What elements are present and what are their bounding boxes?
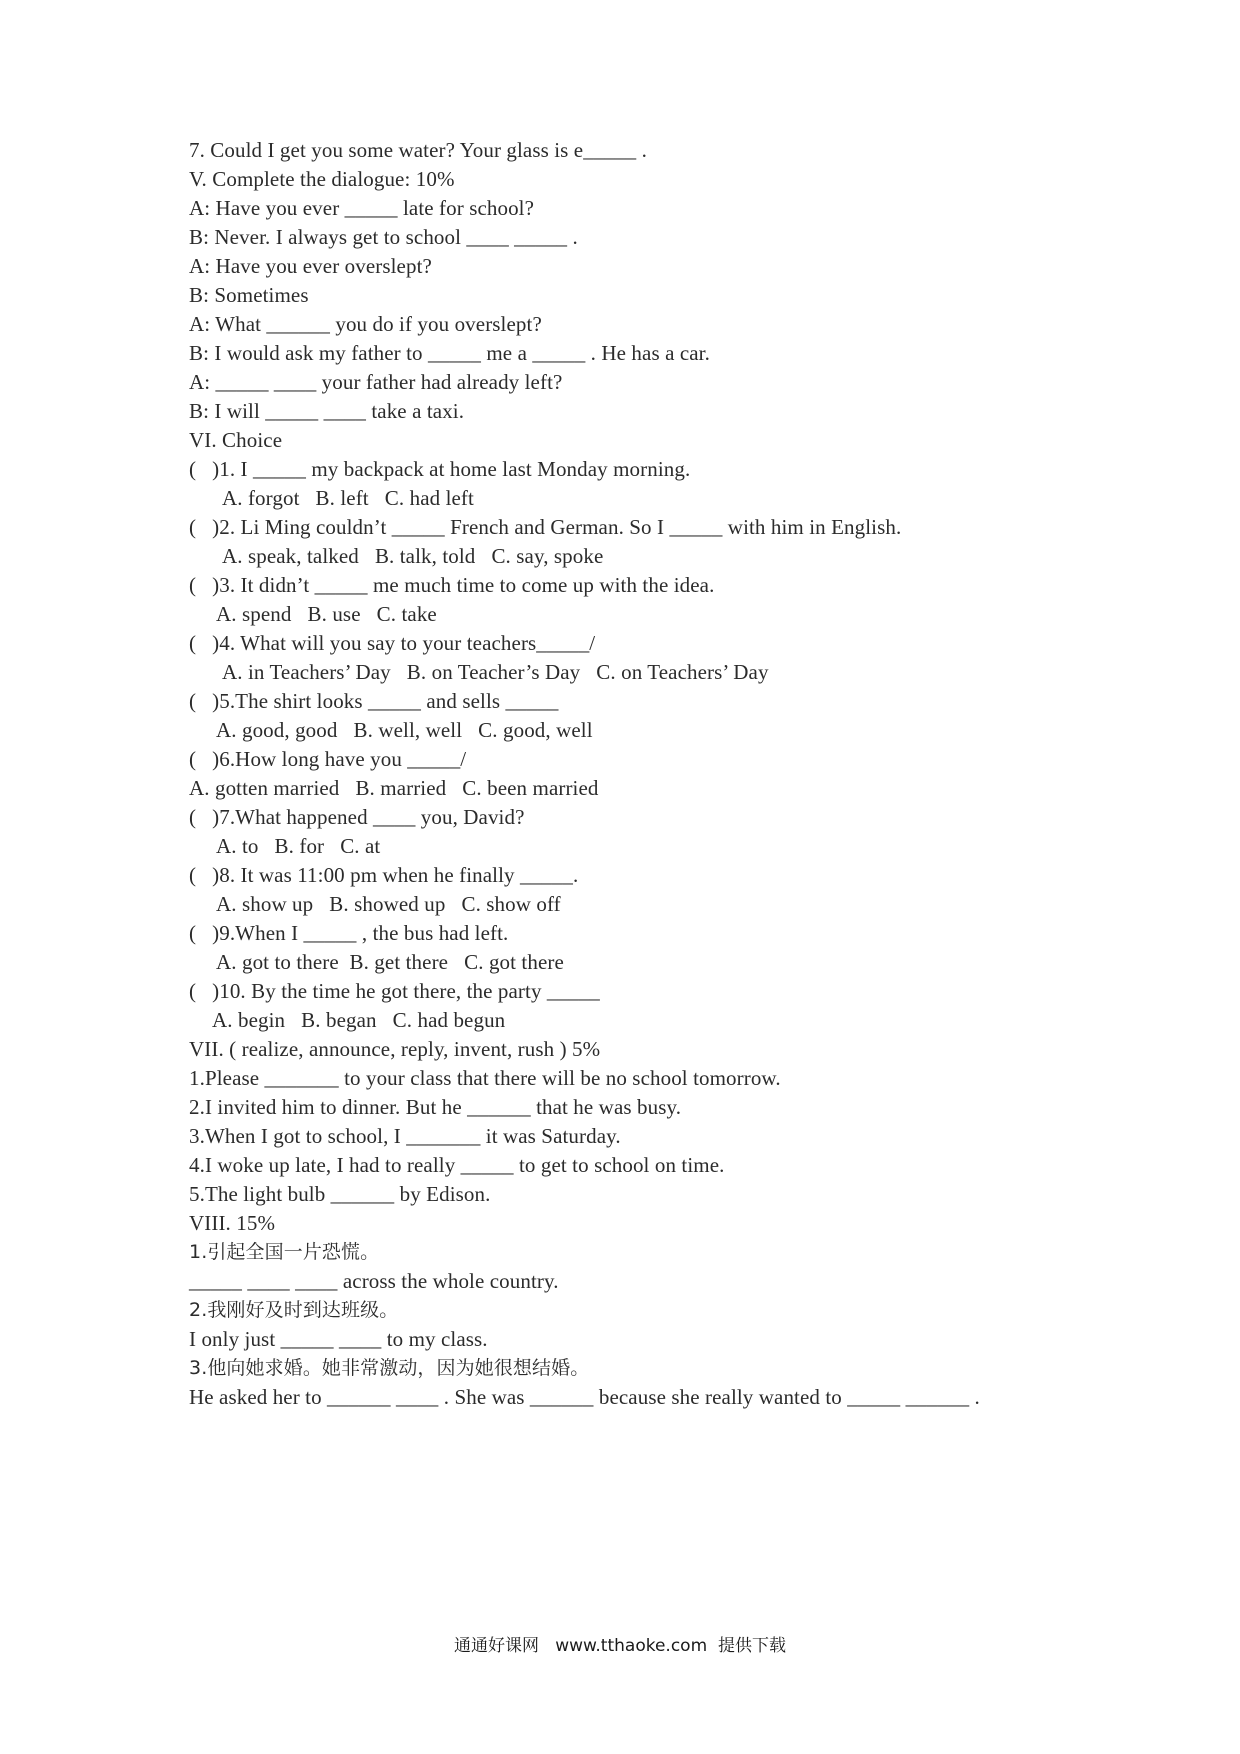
choice-options-7: A. to B. for C. at — [216, 834, 381, 858]
choice-options-5: A. good, good B. well, well C. good, well — [216, 718, 593, 742]
choice-options-1: A. forgot B. left C. had left — [222, 486, 474, 510]
choice-question-9: ( )9.When I _____ , the bus had left. — [189, 921, 509, 945]
word-fill-sentence-2: 2.I invited him to dinner. But he ______ that he was busy. — [189, 1095, 682, 1119]
translation-prompt-1: 1.引起全国一片恐慌。 — [189, 1241, 380, 1263]
choice-question-7: ( )7.What happened ____ you, David? — [189, 805, 525, 829]
word-fill-sentence-5: 5.The light bulb ______ by Edison. — [189, 1182, 491, 1206]
dialogue-line: A: Have you ever _____ late for school? — [189, 196, 535, 220]
translation-answer-1: _____ ____ ____ across the whole country. — [189, 1269, 559, 1293]
translation-answer-3: He asked her to ______ ____ . She was ______ because she really wanted to _____ ______ . — [189, 1385, 980, 1409]
choice-question-4: ( )4. What will you say to your teachers_____/ — [189, 631, 596, 655]
dialogue-line: B: I will _____ ____ take a taxi. — [189, 399, 465, 423]
choice-question-1: ( )1. I _____ my backpack at home last Monday morning. — [189, 457, 691, 481]
section-viii-heading: VIII. 15% — [189, 1211, 276, 1235]
translation-answer-2: I only just _____ ____ to my class. — [189, 1327, 488, 1351]
page-footer: 通通好课网 www.tthaoke.com 提供下载 — [454, 1636, 786, 1656]
word-fill-sentence-3: 3.When I got to school, I _______ it was Saturday. — [189, 1124, 621, 1148]
translation-prompt-2: 2.我刚好及时到达班级。 — [189, 1299, 399, 1321]
choice-options-2: A. speak, talked B. talk, told C. say, spoke — [222, 544, 604, 568]
section-vi-heading: VI. Choice — [189, 428, 283, 452]
choice-question-3: ( )3. It didn’t _____ me much time to come up with the idea. — [189, 573, 715, 597]
word-fill-sentence-1: 1.Please _______ to your class that there will be no school tomorrow. — [189, 1066, 781, 1090]
dialogue-line: A: _____ ____ your father had already left? — [189, 370, 563, 394]
section-vii-heading: VII. ( realize, announce, reply, invent, rush ) 5% — [189, 1037, 601, 1061]
choice-options-3: A. spend B. use C. take — [216, 602, 437, 626]
choice-question-2: ( )2. Li Ming couldn’t _____ French and German. So I _____ with him in English. — [189, 515, 902, 539]
dialogue-line: B: Sometimes — [189, 283, 309, 307]
dialogue-line: A: What ______ you do if you overslept? — [189, 312, 542, 336]
choice-question-10: ( )10. By the time he got there, the party _____ — [189, 979, 600, 1003]
dialogue-line: B: I would ask my father to _____ me a _____ . He has a car. — [189, 341, 710, 365]
choice-options-8: A. show up B. showed up C. show off — [216, 892, 561, 916]
dialogue-line: B: Never. I always get to school ____ _____ . — [189, 225, 578, 249]
choice-question-8: ( )8. It was 11:00 pm when he finally _____. — [189, 863, 579, 887]
choice-options-4: A. in Teachers’ Day B. on Teacher’s Day C. on Teachers’ Day — [222, 660, 769, 684]
choice-options-10: A. begin B. began C. had begun — [212, 1008, 506, 1032]
choice-question-6: ( )6.How long have you _____/ — [189, 747, 467, 771]
choice-options-9: A. got to there B. get there C. got there — [216, 950, 564, 974]
choice-question-5: ( )5.The shirt looks _____ and sells _____ — [189, 689, 559, 713]
dialogue-line: A: Have you ever overslept? — [189, 254, 432, 278]
section-v-heading: V. Complete the dialogue: 10% — [189, 167, 455, 191]
word-fill-sentence-4: 4.I woke up late, I had to really _____ to get to school on time. — [189, 1153, 725, 1177]
question-7-fill: 7. Could I get you some water? Your glass is e_____ . — [189, 138, 647, 162]
choice-options-6: A. gotten married B. married C. been married — [189, 776, 599, 800]
translation-prompt-3: 3.他向她求婚。她非常激动，因为她很想结婚。 — [189, 1357, 590, 1379]
